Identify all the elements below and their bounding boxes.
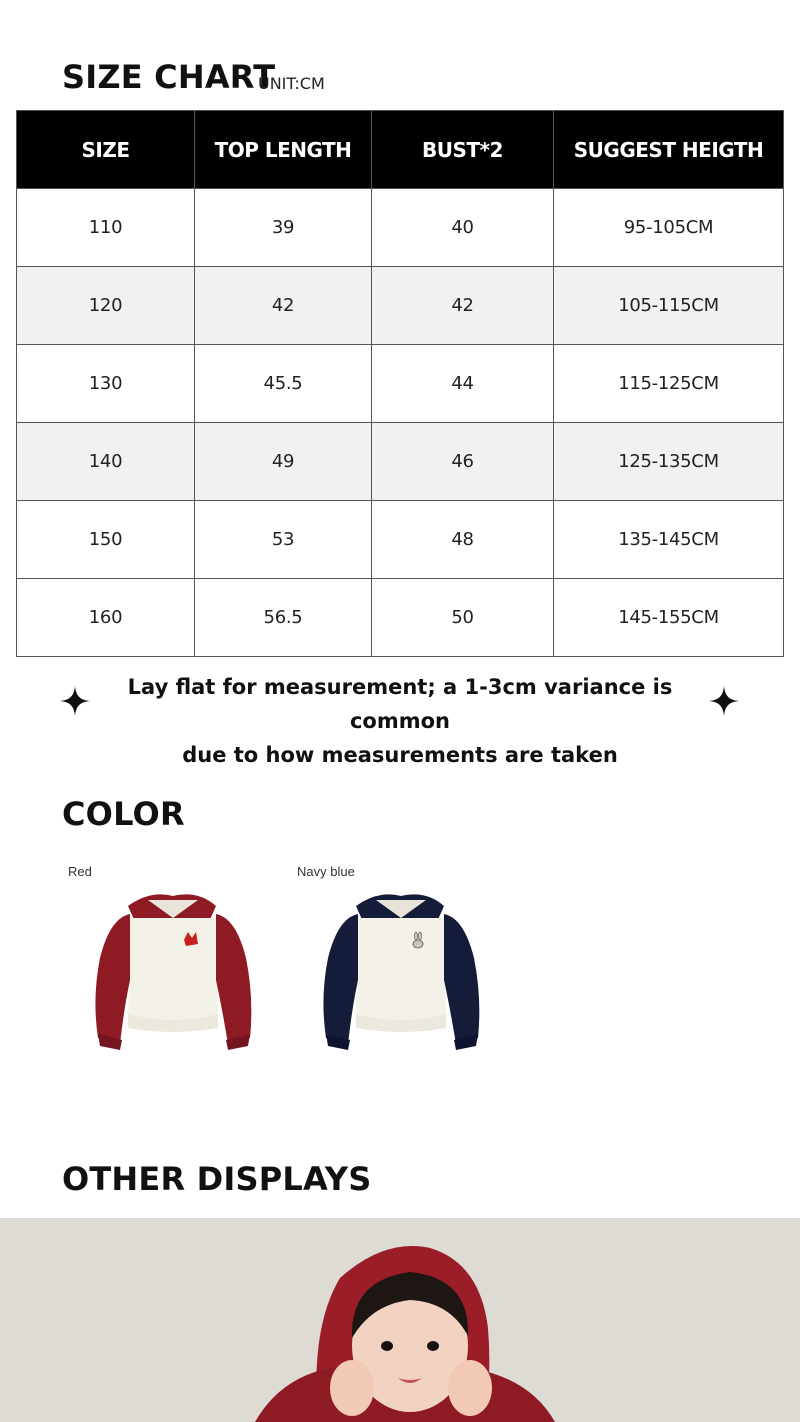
unit-label: UNIT:CM xyxy=(258,74,325,93)
color-section-title: COLOR xyxy=(62,795,185,833)
child-in-red-hoodie-illustration xyxy=(0,1218,800,1422)
column-header-size: SIZE xyxy=(17,111,195,189)
column-header-top-length: TOP LENGTH xyxy=(195,111,372,189)
cell-bust: 50 xyxy=(372,579,554,657)
cell-suggest-height: 115-125CM xyxy=(554,345,784,423)
cell-top-length: 39 xyxy=(195,189,372,267)
cell-suggest-height: 95-105CM xyxy=(554,189,784,267)
cell-size: 110 xyxy=(17,189,195,267)
cell-size: 120 xyxy=(17,267,195,345)
table-row xyxy=(17,423,784,501)
cell-size: 160 xyxy=(17,579,195,657)
column-header-suggest-height: SUGGEST HEIGTH xyxy=(554,111,784,189)
other-displays-title: OTHER DISPLAYS xyxy=(62,1160,372,1198)
table-row xyxy=(17,501,784,579)
size-chart-table xyxy=(16,110,784,657)
cell-bust: 42 xyxy=(372,267,554,345)
cell-suggest-height: 125-135CM xyxy=(554,423,784,501)
cell-suggest-height: 105-115CM xyxy=(554,267,784,345)
model-photo xyxy=(0,1218,800,1422)
column-header-bust: BUST*2 xyxy=(372,111,554,189)
swatch-label-navy: Navy blue xyxy=(297,864,355,879)
sparkle-icon xyxy=(60,686,90,716)
cell-suggest-height: 145-155CM xyxy=(554,579,784,657)
cell-top-length: 45.5 xyxy=(195,345,372,423)
cell-size: 150 xyxy=(17,501,195,579)
cell-top-length: 49 xyxy=(195,423,372,501)
cell-bust: 40 xyxy=(372,189,554,267)
swatch-label-red: Red xyxy=(68,864,92,879)
cell-bust: 48 xyxy=(372,501,554,579)
red-hoodie-image[interactable] xyxy=(90,888,256,1056)
table-row xyxy=(17,267,784,345)
size-chart-title: SIZE CHART xyxy=(62,58,276,96)
cell-top-length: 42 xyxy=(195,267,372,345)
cell-suggest-height: 135-145CM xyxy=(554,501,784,579)
cell-top-length: 56.5 xyxy=(195,579,372,657)
measurement-note-line-2: due to how measurements are taken xyxy=(182,743,618,767)
sparkle-icon xyxy=(709,686,739,716)
cell-size: 130 xyxy=(17,345,195,423)
measurement-note xyxy=(100,670,700,772)
cell-bust: 44 xyxy=(372,345,554,423)
cell-bust: 46 xyxy=(372,423,554,501)
navy-hoodie-image[interactable] xyxy=(318,888,484,1056)
cell-top-length: 53 xyxy=(195,501,372,579)
measurement-note-line-1: Lay flat for measurement; a 1-3cm variance is common xyxy=(127,675,673,733)
table-row xyxy=(17,189,784,267)
table-header-row xyxy=(17,111,784,189)
cell-size: 140 xyxy=(17,423,195,501)
table-row xyxy=(17,345,784,423)
table-row xyxy=(17,579,784,657)
